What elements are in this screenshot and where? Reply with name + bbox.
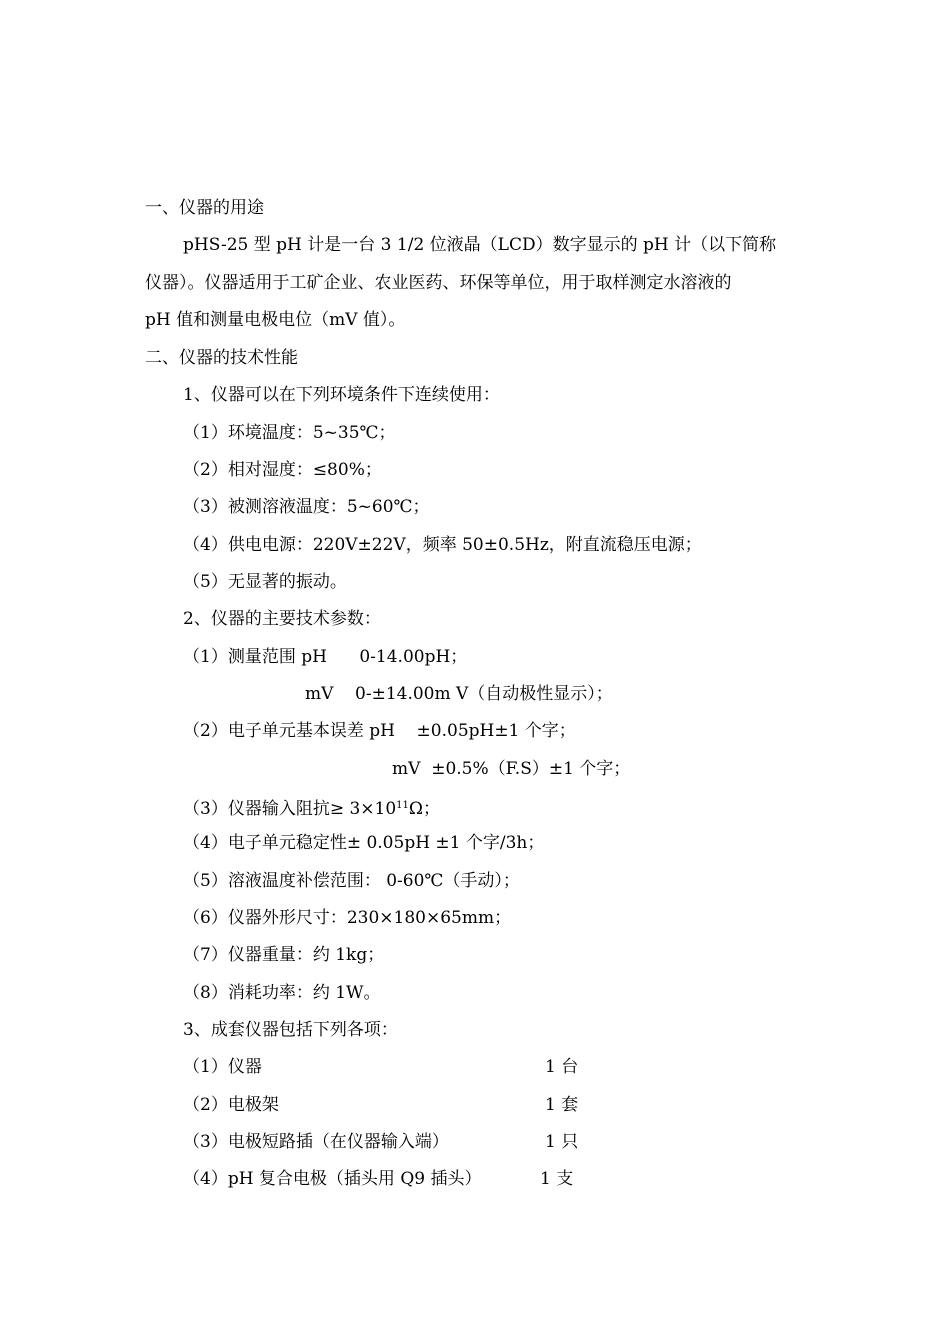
- list-item: （4）供电电源：220V±22V，频率 50±0.5Hz，附直流稳压电源；: [183, 535, 702, 555]
- list-item: （7）仪器重量：约 1kg；: [183, 945, 385, 965]
- kit-item-name: （2）电极架: [183, 1095, 279, 1115]
- subsection-heading: 3、成套仪器包括下列各项：: [183, 1020, 398, 1040]
- list-item: （1）环境温度：5~35℃；: [183, 423, 396, 443]
- list-item: （3）被测溶液温度：5~60℃；: [183, 497, 430, 517]
- list-item: （1）测量范围 pH 0-14.00pH；: [183, 647, 468, 667]
- paragraph-line: 仪器）。仪器适用于工矿企业、农业医药、环保等单位，用于取样测定水溶液的: [145, 273, 732, 293]
- kit-item-qty: 1 支: [540, 1169, 574, 1189]
- subsection-heading: 2、仪器的主要技术参数：: [183, 609, 381, 629]
- kit-item-name: （1）仪器: [183, 1057, 262, 1077]
- kit-item-qty: 1 套: [545, 1095, 579, 1115]
- kit-item-qty: 1 只: [545, 1132, 579, 1152]
- kit-item-qty: 1 台: [545, 1057, 579, 1077]
- list-item: （8）消耗功率：约 1W。: [183, 983, 381, 1003]
- list-item: （5）无显著的振动。: [183, 572, 347, 592]
- impedance-unit: Ω；: [408, 799, 440, 819]
- list-item: （4）电子单元稳定性± 0.05pH ±1 个字/3h；: [183, 833, 545, 853]
- kit-item-name: （3）电极短路插（在仪器输入端）: [183, 1132, 449, 1152]
- list-item: （6）仪器外形尺寸：230×180×65mm；: [183, 908, 512, 928]
- paragraph-line: pHS-25 型 pH 计是一台 3 1/2 位液晶（LCD）数字显示的 pH 计（以下简称: [183, 235, 777, 255]
- list-item-continuation: mV 0-±14.00m V（自动极性显示）；: [305, 684, 613, 704]
- kit-item-name: （4）pH 复合电极（插头用 Q9 插头）: [183, 1169, 482, 1189]
- list-item: （2）相对湿度：≤80%；: [183, 460, 382, 480]
- impedance-text: （3）仪器输入阻抗≥ 3×10: [183, 799, 397, 819]
- list-item: [183, 794, 440, 818]
- impedance-exponent: 11: [396, 800, 409, 811]
- section-title-performance: 二、仪器的技术性能: [145, 348, 298, 368]
- section-title-purpose: 一、仪器的用途: [145, 198, 264, 218]
- list-item: （5）溶液温度补偿范围： 0-60℃（手动）；: [183, 871, 520, 891]
- list-item: （2）电子单元基本误差 pH ±0.05pH±1 个字；: [183, 721, 576, 741]
- list-item-continuation: mV ±0.5%（F.S）±1 个字；: [392, 759, 631, 779]
- subsection-heading: 1、仪器可以在下列环境条件下连续使用：: [183, 385, 500, 405]
- paragraph-line: pH 值和测量电极电位（mV 值）。: [145, 310, 406, 330]
